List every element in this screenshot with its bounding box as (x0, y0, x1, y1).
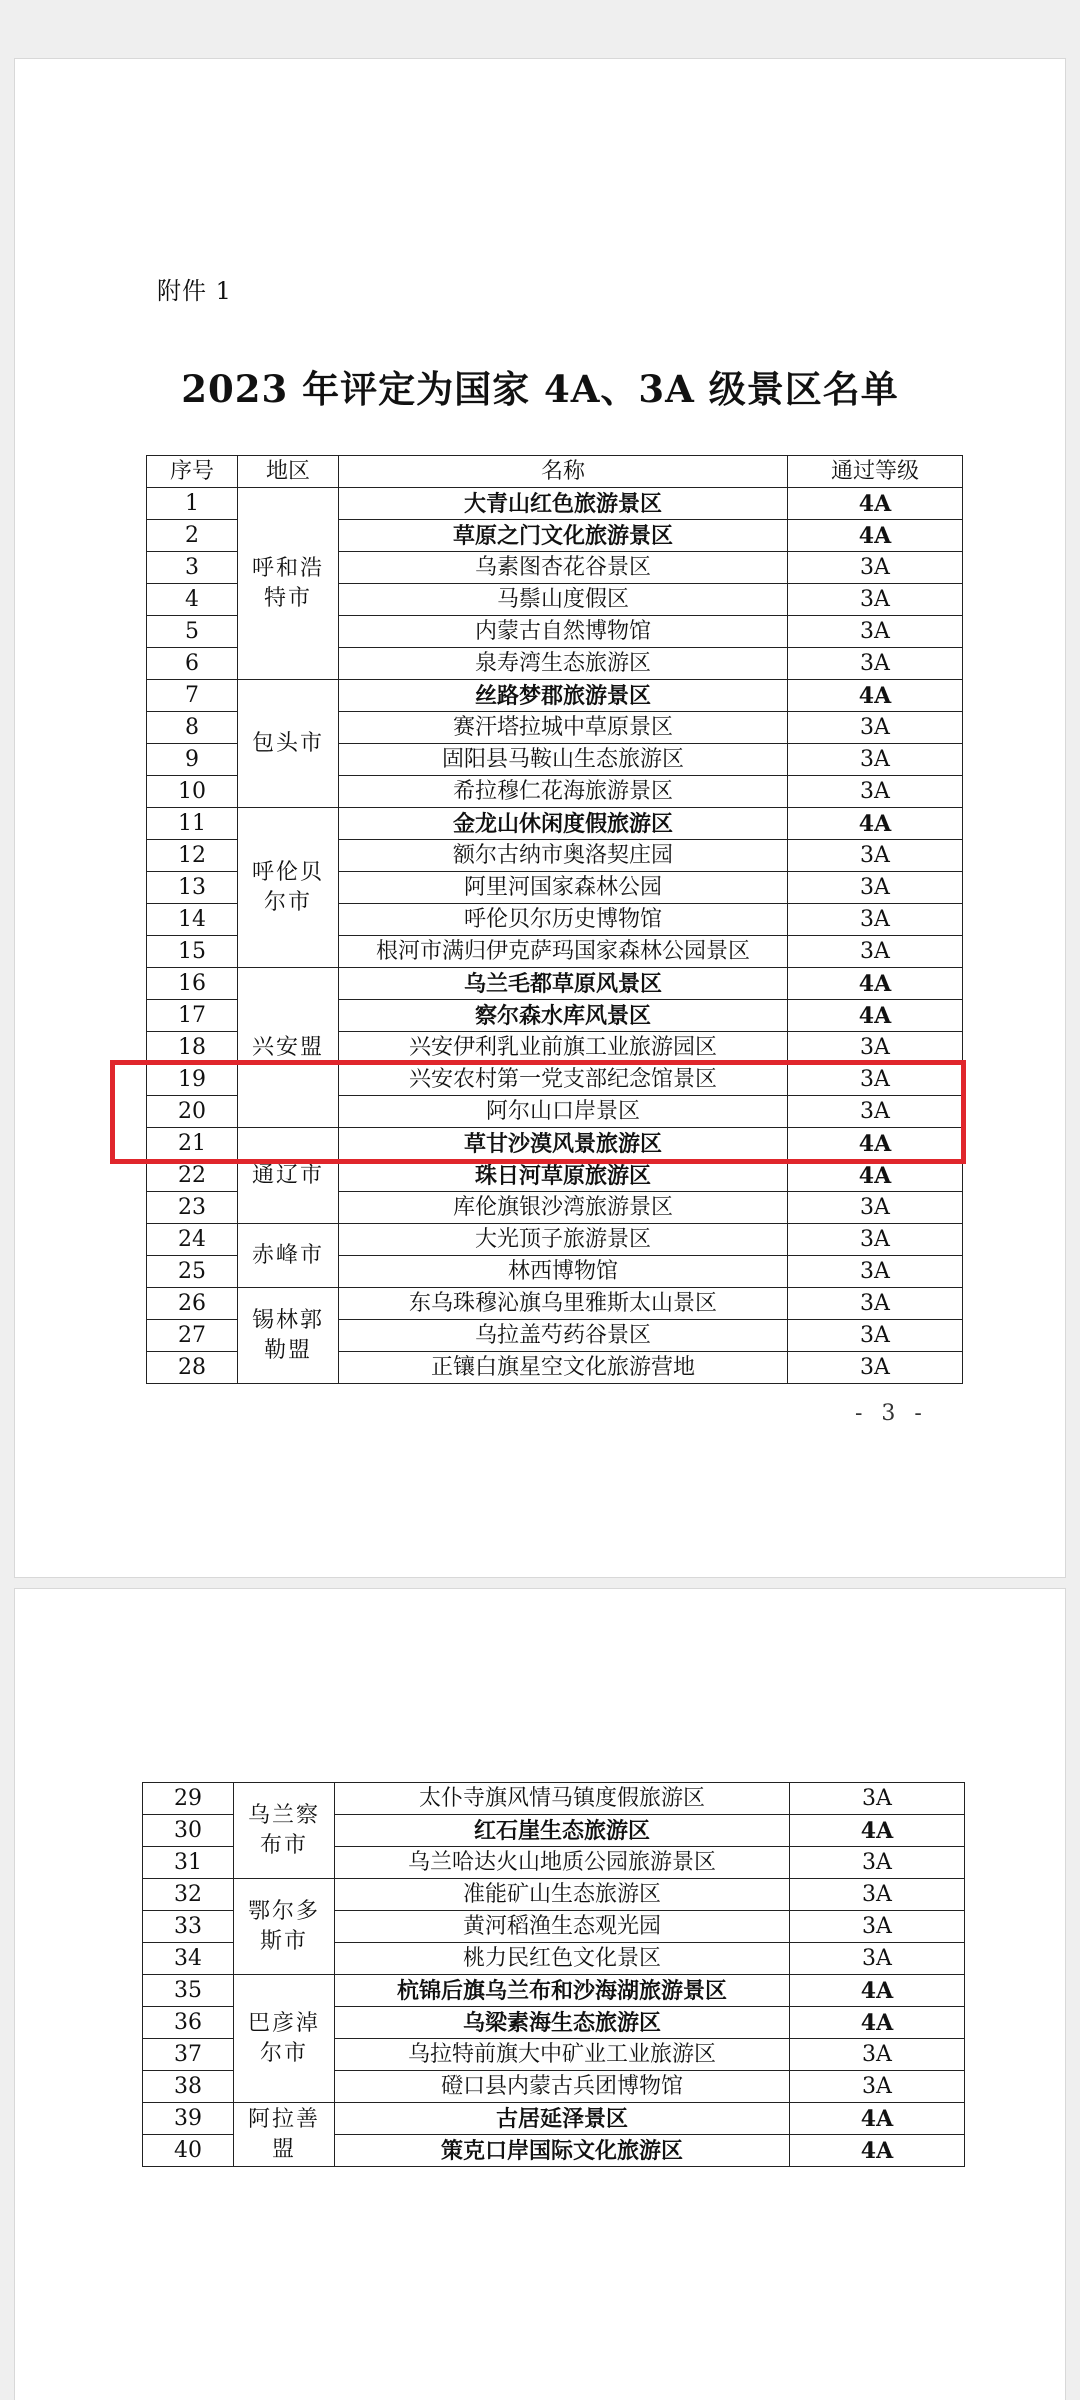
scenic-area-name: 赛汗塔拉城中草原景区 (339, 712, 788, 744)
rating-level: 3A (788, 1096, 963, 1128)
rating-level: 3A (788, 1288, 963, 1320)
scenic-area-name: 策克口岸国际文化旅游区 (335, 2135, 790, 2167)
row-number: 38 (143, 2071, 234, 2103)
scenic-area-name: 乌兰毛都草原风景区 (339, 968, 788, 1000)
row-number: 10 (147, 776, 238, 808)
scenic-area-name: 林西博物馆 (339, 1256, 788, 1288)
region-cell: 包头市 (238, 680, 339, 808)
row-number: 40 (143, 2135, 234, 2167)
row-number: 39 (143, 2103, 234, 2135)
scenic-area-name: 乌素图杏花谷景区 (339, 552, 788, 584)
document-title: 2023 年评定为国家 4A、3A 级景区名单 (181, 367, 899, 411)
region-cell: 通辽市 (238, 1128, 339, 1224)
row-number: 17 (147, 1000, 238, 1032)
scenic-area-name: 准能矿山生态旅游区 (335, 1879, 790, 1911)
row-number: 8 (147, 712, 238, 744)
rating-level: 3A (790, 1943, 965, 1975)
table-row (147, 1288, 963, 1320)
row-number: 6 (147, 648, 238, 680)
table-row (147, 680, 963, 712)
region-cell: 阿拉善盟 (234, 2103, 335, 2167)
rating-level: 3A (788, 840, 963, 872)
scenic-area-name: 东乌珠穆沁旗乌里雅斯太山景区 (339, 1288, 788, 1320)
row-number: 30 (143, 1815, 234, 1847)
region-cell: 乌兰察布市 (234, 1783, 335, 1879)
row-number: 16 (147, 968, 238, 1000)
rating-level: 3A (788, 552, 963, 584)
header-number: 序号 (147, 456, 238, 488)
region-cell: 赤峰市 (238, 1224, 339, 1288)
rating-level: 4A (788, 520, 963, 552)
rating-level: 3A (788, 1320, 963, 1352)
table-row (147, 808, 963, 840)
table-row (143, 1879, 965, 1911)
rating-level: 3A (790, 2071, 965, 2103)
scenic-area-name: 泉寿湾生态旅游区 (339, 648, 788, 680)
row-number: 32 (143, 1879, 234, 1911)
scenic-area-name: 兴安农村第一党支部纪念馆景区 (339, 1064, 788, 1096)
region-cell: 呼伦贝尔市 (238, 808, 339, 968)
scenic-area-name: 古居延泽景区 (335, 2103, 790, 2135)
scenic-area-name: 马鬃山度假区 (339, 584, 788, 616)
row-number: 27 (147, 1320, 238, 1352)
rating-level: 3A (788, 1032, 963, 1064)
rating-level: 3A (788, 1064, 963, 1096)
table-row (147, 968, 963, 1000)
scenic-area-name: 额尔古纳市奥洛契庄园 (339, 840, 788, 872)
region-cell: 呼和浩特市 (238, 488, 339, 680)
scenic-area-name: 杭锦后旗乌兰布和沙海湖旅游景区 (335, 1975, 790, 2007)
scenic-area-name: 太仆寺旗风情马镇度假旅游区 (335, 1783, 790, 1815)
scenic-area-table-part-2 (142, 1782, 965, 2167)
row-number: 13 (147, 872, 238, 904)
scenic-area-name: 乌拉盖芍药谷景区 (339, 1320, 788, 1352)
row-number: 33 (143, 1911, 234, 1943)
rating-level: 3A (790, 1911, 965, 1943)
row-number: 34 (143, 1943, 234, 1975)
rating-level: 4A (788, 1160, 963, 1192)
row-number: 18 (147, 1032, 238, 1064)
row-number: 1 (147, 488, 238, 520)
table-body-part-2 (143, 1783, 965, 2167)
rating-level: 4A (790, 2007, 965, 2039)
row-number: 4 (147, 584, 238, 616)
row-number: 25 (147, 1256, 238, 1288)
scenic-area-name: 阿尔山口岸景区 (339, 1096, 788, 1128)
header-name: 名称 (339, 456, 788, 488)
rating-level: 4A (788, 488, 963, 520)
row-number: 35 (143, 1975, 234, 2007)
row-number: 3 (147, 552, 238, 584)
rating-level: 3A (788, 904, 963, 936)
scenic-area-name: 阿里河国家森林公园 (339, 872, 788, 904)
document-page-1 (14, 58, 1066, 1578)
region-cell: 巴彦淖尔市 (234, 1975, 335, 2103)
scenic-area-name: 兴安伊利乳业前旗工业旅游园区 (339, 1032, 788, 1064)
scenic-area-name: 察尔森水库风景区 (339, 1000, 788, 1032)
scenic-area-name: 金龙山休闲度假旅游区 (339, 808, 788, 840)
scenic-area-name: 丝路梦郡旅游景区 (339, 680, 788, 712)
table-row (143, 1975, 965, 2007)
table-header-row (147, 456, 963, 488)
rating-level: 3A (788, 1352, 963, 1384)
scenic-area-table-part-1 (146, 455, 963, 1384)
scenic-area-name: 珠日河草原旅游区 (339, 1160, 788, 1192)
row-number: 29 (143, 1783, 234, 1815)
row-number: 14 (147, 904, 238, 936)
rating-level: 3A (788, 584, 963, 616)
scenic-area-name: 希拉穆仁花海旅游景区 (339, 776, 788, 808)
header-level: 通过等级 (788, 456, 963, 488)
scenic-area-name: 库伦旗银沙湾旅游景区 (339, 1192, 788, 1224)
row-number: 5 (147, 616, 238, 648)
row-number: 28 (147, 1352, 238, 1384)
rating-level: 3A (788, 712, 963, 744)
attachment-label: 附件 1 (157, 277, 232, 305)
rating-level: 4A (790, 2135, 965, 2167)
row-number: 26 (147, 1288, 238, 1320)
table-row (147, 1128, 963, 1160)
row-number: 37 (143, 2039, 234, 2071)
scenic-area-name: 乌梁素海生态旅游区 (335, 2007, 790, 2039)
row-number: 22 (147, 1160, 238, 1192)
rating-level: 3A (788, 776, 963, 808)
row-number: 9 (147, 744, 238, 776)
document-page-2 (14, 1588, 1066, 2400)
row-number: 31 (143, 1847, 234, 1879)
scenic-area-name: 乌兰哈达火山地质公园旅游景区 (335, 1847, 790, 1879)
scenic-area-name: 乌拉特前旗大中矿业工业旅游区 (335, 2039, 790, 2071)
rating-level: 4A (790, 2103, 965, 2135)
rating-level: 3A (788, 1192, 963, 1224)
scenic-area-name: 草甘沙漠风景旅游区 (339, 1128, 788, 1160)
rating-level: 4A (788, 1000, 963, 1032)
rating-level: 3A (788, 936, 963, 968)
rating-level: 3A (788, 1224, 963, 1256)
row-number: 11 (147, 808, 238, 840)
header-region: 地区 (238, 456, 339, 488)
rating-level: 4A (788, 680, 963, 712)
row-number: 20 (147, 1096, 238, 1128)
rating-level: 3A (788, 1256, 963, 1288)
row-number: 12 (147, 840, 238, 872)
scenic-area-name: 正镶白旗星空文化旅游营地 (339, 1352, 788, 1384)
scenic-area-name: 大青山红色旅游景区 (339, 488, 788, 520)
rating-level: 3A (790, 2039, 965, 2071)
rating-level: 3A (790, 1879, 965, 1911)
region-cell: 兴安盟 (238, 968, 339, 1128)
table-row (143, 2103, 965, 2135)
rating-level: 3A (790, 1783, 965, 1815)
row-number: 19 (147, 1064, 238, 1096)
scenic-area-name: 红石崖生态旅游区 (335, 1815, 790, 1847)
rating-level: 4A (788, 808, 963, 840)
scenic-area-name: 呼伦贝尔历史博物馆 (339, 904, 788, 936)
rating-level: 3A (788, 648, 963, 680)
rating-level: 4A (788, 1128, 963, 1160)
row-number: 15 (147, 936, 238, 968)
row-number: 2 (147, 520, 238, 552)
table-row (143, 1783, 965, 1815)
rating-level: 3A (788, 744, 963, 776)
table-row (147, 1224, 963, 1256)
scenic-area-name: 草原之门文化旅游景区 (339, 520, 788, 552)
scenic-area-name: 大光顶子旅游景区 (339, 1224, 788, 1256)
scenic-area-name: 内蒙古自然博物馆 (339, 616, 788, 648)
region-cell: 锡林郭勒盟 (238, 1288, 339, 1384)
scenic-area-name: 固阳县马鞍山生态旅游区 (339, 744, 788, 776)
rating-level: 4A (790, 1815, 965, 1847)
region-cell: 鄂尔多斯市 (234, 1879, 335, 1975)
scenic-area-name: 根河市满归伊克萨玛国家森林公园景区 (339, 936, 788, 968)
row-number: 21 (147, 1128, 238, 1160)
page-number: - 3 - (855, 1401, 928, 1426)
scenic-area-name: 磴口县内蒙古兵团博物馆 (335, 2071, 790, 2103)
row-number: 24 (147, 1224, 238, 1256)
rating-level: 4A (788, 968, 963, 1000)
scenic-area-name: 黄河稻渔生态观光园 (335, 1911, 790, 1943)
table-row (147, 488, 963, 520)
scenic-area-name: 桃力民红色文化景区 (335, 1943, 790, 1975)
rating-level: 3A (790, 1847, 965, 1879)
rating-level: 3A (788, 616, 963, 648)
rating-level: 3A (788, 872, 963, 904)
row-number: 36 (143, 2007, 234, 2039)
row-number: 7 (147, 680, 238, 712)
table-body-part-1 (147, 488, 963, 1384)
row-number: 23 (147, 1192, 238, 1224)
rating-level: 4A (790, 1975, 965, 2007)
